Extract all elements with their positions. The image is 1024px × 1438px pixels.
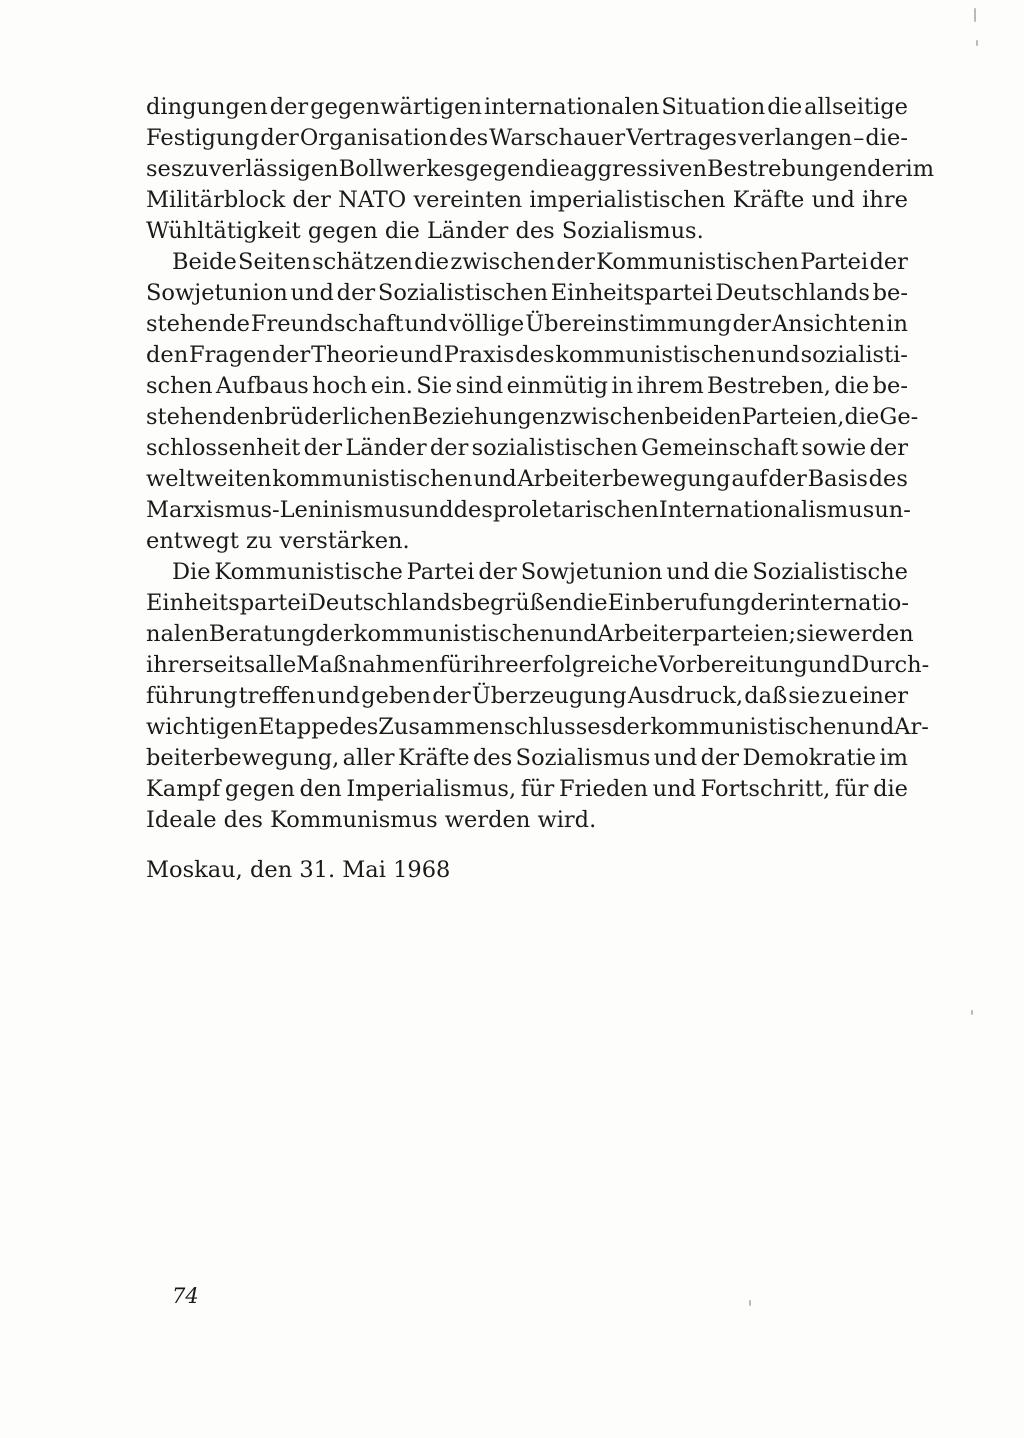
text-line: Wühltätigkeit gegen die Länder des Sozialismus. bbox=[146, 218, 704, 244]
scan-mark bbox=[971, 1010, 973, 1015]
text-line: dingungen der gegenwärtigen internationalen Situation die allseitige bbox=[146, 94, 908, 120]
text-line: Einheitspartei Deutschlands begrüßen die Einberufung der internatio- bbox=[146, 590, 909, 616]
text-line: Beide Seiten schätzen die zwischen der Kommunistischen Partei der bbox=[172, 249, 908, 275]
scan-mark bbox=[974, 8, 976, 22]
text-line: führung treffen und geben der Überzeugung Ausdruck, daß sie zu einer bbox=[146, 683, 908, 709]
text-line: weltweiten kommunistischen und Arbeiterbewegung auf der Basis des bbox=[146, 466, 908, 492]
text-line: entwegt zu verstärken. bbox=[146, 528, 410, 554]
text-line: wichtigen Etappe des Zusammenschlusses der kommunistischen und Ar- bbox=[146, 714, 929, 740]
scan-mark bbox=[749, 1300, 751, 1306]
text-line: Marxismus-Leninismus und des proletarischen Internationalismus un- bbox=[146, 497, 911, 523]
text-line: Ideale des Kommunismus werden wird. bbox=[146, 807, 597, 833]
text-line: stehenden brüderlichen Beziehungen zwischen beiden Parteien, die Ge- bbox=[146, 404, 919, 430]
text-line: beiterbewegung, aller Kräfte des Sozialismus und der Demokratie im bbox=[146, 745, 908, 771]
text-line: ihrerseits alle Maßnahmen für ihre erfolgreiche Vorbereitung und Durch- bbox=[146, 652, 930, 678]
text-line: ses zuverlässigen Bollwerkes gegen die aggressiven Bestrebungen der im bbox=[146, 156, 935, 182]
text-line: schen Aufbaus hoch ein. Sie sind einmütig in ihrem Bestreben, die be- bbox=[146, 373, 908, 399]
text-line: stehende Freundschaft und völlige Übereinstimmung der Ansichten in bbox=[146, 311, 908, 337]
text-line: schlossenheit der Länder der sozialistischen Gemeinschaft sowie der bbox=[146, 435, 908, 461]
text-line: Festigung der Organisation des Warschauer Vertrages verlangen – die- bbox=[146, 125, 908, 151]
text-line: nalen Beratung der kommunistischen und Arbeiterparteien; sie werden bbox=[146, 621, 914, 647]
text-line: Die Kommunistische Partei der Sowjetunion und die Sozialistische bbox=[172, 559, 908, 585]
body-text bbox=[146, 92, 935, 836]
scan-mark bbox=[976, 40, 978, 46]
text-line: Kampf gegen den Imperialismus, für Frieden und Fortschritt, für die bbox=[146, 776, 908, 802]
text-line: den Fragen der Theorie und Praxis des kommunistischen und sozialisti- bbox=[146, 342, 908, 368]
page-number: 74 bbox=[172, 1284, 199, 1308]
place-and-date: Moskau, den 31. Mai 1968 bbox=[146, 857, 451, 883]
text-line: Militärblock der NATO vereinten imperialistischen Kräfte und ihre bbox=[146, 187, 908, 213]
text-line: Sowjetunion und der Sozialistischen Einheitspartei Deutschlands be- bbox=[146, 280, 908, 306]
